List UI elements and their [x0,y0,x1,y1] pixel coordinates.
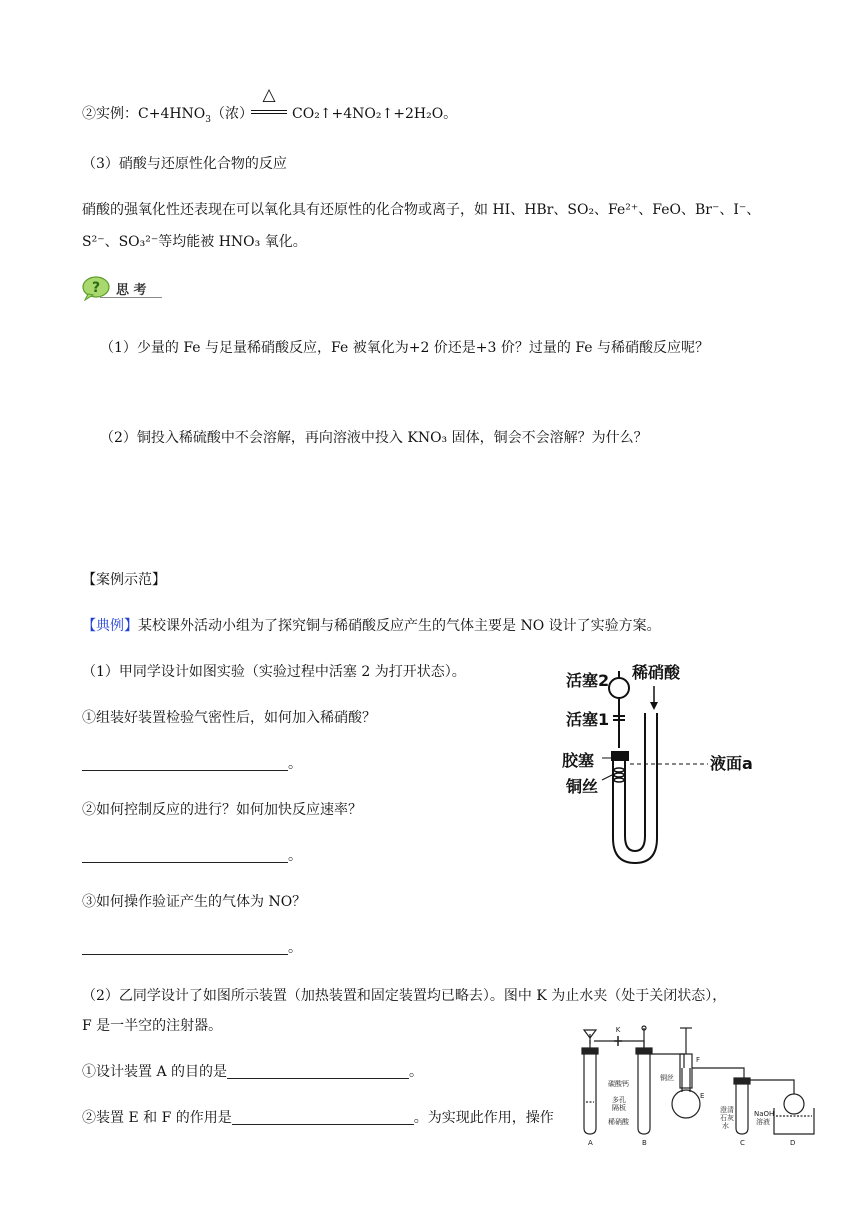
dianli-label: 【典例】 [82,618,138,634]
fig2-label-chengqing3: 水 [722,1122,729,1130]
heat-condition [251,86,287,114]
copper-wire-coil [614,768,624,782]
q2-2-prefix: ②装置 E 和 F 的作用是 [82,1110,232,1126]
fig2-label-b: B [642,1139,647,1147]
rubber-stopper [611,751,629,761]
case-header: 【案例示范】 [82,572,166,588]
subscript-3: 3 [205,114,212,125]
question-2-2 [82,1108,554,1128]
flask-d [784,1094,804,1114]
fig2-label-chengqing2: 石灰 [720,1114,734,1122]
dianli-line [82,616,661,636]
question-2-1 [82,1062,423,1082]
paragraph-line-2: S²⁻、SO₃²⁻等均能被 HNO₃ 氧化。 [82,234,307,250]
fig2-label-naoh1: NaOH [754,1110,775,1118]
period-1: 。 [288,756,302,772]
answer-blank-1[interactable] [82,755,288,771]
heat-symbol: △ [262,85,276,105]
label-yemian: 液面a [710,754,753,773]
part1-title: （1）甲同学设计如图实验（实验过程中活塞 2 为打开状态）。 [82,664,466,680]
label-jiaosai: 胶塞 [562,751,595,770]
tube-a [584,1052,596,1134]
paragraph-line-1: 硝酸的强氧化性还表现在可以氧化具有还原性的化合物或离子，如 HI、HBr、SO₂、Fe²⁺、FeO、Br⁻、I⁻、 [82,202,761,218]
fig2-label-a: A [588,1139,593,1147]
funnel-bulb [609,678,629,698]
period-2: 。 [288,848,302,864]
fig2-label-f: F [696,1056,701,1064]
answer-blank-5[interactable] [232,1109,414,1125]
fig2-label-duokong2: 隔板 [612,1104,626,1112]
question-1-1: ①组装好装置检验气密性后，如何加入稀硝酸？ [82,710,376,726]
question-1-3: ③如何操作验证产生的气体为 NO？ [82,894,307,910]
answer-line-3 [82,938,302,958]
gas-apparatus-figure [574,1024,820,1148]
fig2-label-k: K [615,1026,621,1034]
part2-line-1: （2）乙同学设计了如图所示装置（加热装置和固定装置均已略去）。图中 K 为止水夹（处于关闭状态）， [82,988,727,1004]
think-question-1: （1）少量的 Fe 与足量稀硝酸反应，Fe 被氧化为+2 价还是+3 价？过量的 Fe 与稀硝酸反应呢？ [100,340,710,356]
fig2-label-tongsi: 铜丝 [660,1074,674,1082]
svg-text:?: ? [91,280,101,296]
period-4: 。 [409,1064,424,1080]
fig2-label-duokong1: 多孔 [612,1096,626,1104]
q2-2-suffix: 。为实现此作用，操作 [413,1110,554,1126]
answer-line-2 [82,846,302,866]
dianli-text: 某校课外活动小组为了探究铜与稀硝酸反应产生的气体主要是 NO 设计了实验方案。 [138,618,661,634]
question-1-2: ②如何控制反应的进行？如何加快反应速率？ [82,802,362,818]
label-tongsi: 铜丝 [566,777,599,796]
example-line [82,104,253,124]
think-label: 思 考 [116,283,147,298]
tube-c [736,1082,748,1134]
flask-e [672,1090,700,1118]
equal-sign-icon [251,110,287,114]
part2-line-2: F 是一半空的注射器。 [82,1018,223,1034]
answer-line-1 [82,754,302,774]
answer-blank-2[interactable] [82,847,288,863]
period-3: 。 [288,940,302,956]
fig2-label-e: E [700,1092,705,1100]
label-huosai1: 活塞1 [566,710,610,729]
u-tube-apparatus-figure [560,658,800,874]
think-question-2: （2）铜投入稀硫酸中不会溶解，再向溶液中投入 KNO₃ 固体，铜会不会溶解？为什么？ [100,430,648,446]
tube-b [638,1052,650,1134]
fig2-label-naoh2: 溶液 [756,1118,770,1126]
answer-blank-3[interactable] [82,939,288,955]
example-mid: （浓） [211,106,254,122]
fig2-label-chengqing1: 澄清 [720,1106,734,1114]
answer-blank-4[interactable] [227,1063,409,1079]
label-huosai2: 活塞2 [566,671,610,690]
section3-title: （3）硝酸与还原性化合物的反应 [82,156,287,172]
fig2-label-c: C [740,1139,745,1147]
think-underline [100,297,162,298]
fig2-label-xixiaosuan: 稀硝酸 [608,1118,629,1126]
example-prefix: ②实例：C+4HNO [82,106,206,122]
beaker-d [774,1108,814,1134]
label-xixiaosuan: 稀硝酸 [632,663,681,682]
example-products: CO₂↑+4NO₂↑+2H₂O。 [292,106,458,122]
u-tube-inner [625,713,645,851]
fig2-label-tansuangai: 碳酸钙 [608,1080,629,1088]
fig2-label-d: D [790,1139,796,1147]
q2-1-prefix: ①设计装置 A 的目的是 [82,1064,228,1080]
